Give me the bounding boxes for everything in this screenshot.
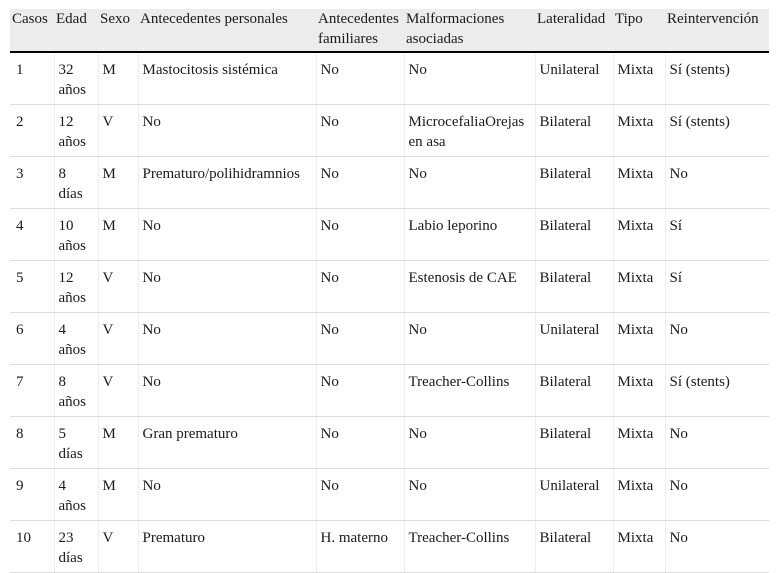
cell-sexo: V (98, 313, 138, 365)
cell-antecedentes-familiares: No (316, 157, 404, 209)
cell-tipo: Mixta (613, 469, 665, 521)
cell-lateralidad: Bilateral (535, 365, 613, 417)
cell-antecedentes-personales: No (138, 365, 316, 417)
cell-reintervencion: No (665, 469, 769, 521)
cell-malformaciones-asociadas: Estenosis de CAE (404, 261, 535, 313)
cell-sexo: V (98, 261, 138, 313)
cell-reintervencion: No (665, 313, 769, 365)
cell-lateralidad: Unilateral (535, 469, 613, 521)
cell-tipo: Mixta (613, 52, 665, 105)
cell-caso: 5 (10, 261, 54, 313)
cell-antecedentes-familiares: No (316, 52, 404, 105)
cell-caso: 9 (10, 469, 54, 521)
cell-caso: 7 (10, 365, 54, 417)
cell-edad: 32 años (54, 52, 98, 105)
table-row (10, 52, 769, 105)
cell-antecedentes-personales: No (138, 469, 316, 521)
cell-edad: 10 años (54, 209, 98, 261)
cell-antecedentes-familiares: No (316, 209, 404, 261)
cell-malformaciones-asociadas: No (404, 157, 535, 209)
cell-antecedentes-familiares: No (316, 261, 404, 313)
table-row (10, 469, 769, 521)
cell-caso: 1 (10, 52, 54, 105)
table-body (10, 52, 769, 573)
cell-antecedentes-familiares: No (316, 417, 404, 469)
cell-sexo: M (98, 469, 138, 521)
cell-antecedentes-personales: Mastocitosis sistémica (138, 52, 316, 105)
cell-lateralidad: Bilateral (535, 261, 613, 313)
cell-reintervencion: Sí (stents) (665, 52, 769, 105)
cell-tipo: Mixta (613, 261, 665, 313)
cell-tipo: Mixta (613, 521, 665, 573)
cell-malformaciones-asociadas: No (404, 313, 535, 365)
cell-reintervencion: No (665, 417, 769, 469)
header-row (10, 9, 769, 52)
cell-edad: 4 años (54, 469, 98, 521)
cell-reintervencion: No (665, 521, 769, 573)
cell-edad: 23 días (54, 521, 98, 573)
clinical-cases-table-container (10, 9, 769, 573)
cell-lateralidad: Bilateral (535, 521, 613, 573)
cell-caso: 10 (10, 521, 54, 573)
cell-sexo: V (98, 365, 138, 417)
cell-lateralidad: Bilateral (535, 157, 613, 209)
table-row (10, 365, 769, 417)
header-sexo: Sexo (98, 9, 138, 52)
header-reintervencion: Reintervención (665, 9, 769, 52)
header-antecedentes-familiares: Antecedentes familiares (316, 9, 404, 52)
cell-antecedentes-personales: No (138, 105, 316, 157)
table-row (10, 105, 769, 157)
cell-reintervencion: Sí (665, 261, 769, 313)
cell-malformaciones-asociadas: No (404, 469, 535, 521)
cell-tipo: Mixta (613, 417, 665, 469)
cell-malformaciones-asociadas: Treacher-Collins (404, 365, 535, 417)
cell-lateralidad: Unilateral (535, 313, 613, 365)
cell-sexo: V (98, 105, 138, 157)
cell-sexo: V (98, 521, 138, 573)
cell-caso: 2 (10, 105, 54, 157)
cell-reintervencion: Sí (stents) (665, 365, 769, 417)
cell-antecedentes-personales: No (138, 313, 316, 365)
cell-antecedentes-familiares: No (316, 105, 404, 157)
cell-tipo: Mixta (613, 209, 665, 261)
cell-lateralidad: Bilateral (535, 417, 613, 469)
cell-reintervencion: Sí (stents) (665, 105, 769, 157)
table-row (10, 417, 769, 469)
cell-lateralidad: Unilateral (535, 52, 613, 105)
cell-malformaciones-asociadas: No (404, 52, 535, 105)
table-header (10, 9, 769, 52)
cell-malformaciones-asociadas: MicrocefaliaOrejas en asa (404, 105, 535, 157)
cell-antecedentes-personales: Prematuro (138, 521, 316, 573)
header-antecedentes-personales: Antecedentes personales (138, 9, 316, 52)
cell-edad: 12 años (54, 105, 98, 157)
header-malformaciones-asociadas: Malformaciones asociadas (404, 9, 535, 52)
cell-antecedentes-familiares: No (316, 365, 404, 417)
cell-reintervencion: Sí (665, 209, 769, 261)
cell-tipo: Mixta (613, 365, 665, 417)
cell-caso: 6 (10, 313, 54, 365)
cell-lateralidad: Bilateral (535, 105, 613, 157)
cell-edad: 5 días (54, 417, 98, 469)
cell-antecedentes-familiares: H. materno (316, 521, 404, 573)
table-row (10, 521, 769, 573)
cell-edad: 8 años (54, 365, 98, 417)
cell-tipo: Mixta (613, 157, 665, 209)
header-casos: Casos (10, 9, 54, 52)
cell-edad: 4 años (54, 313, 98, 365)
cell-sexo: M (98, 209, 138, 261)
cell-malformaciones-asociadas: No (404, 417, 535, 469)
cell-antecedentes-familiares: No (316, 313, 404, 365)
cell-edad: 12 años (54, 261, 98, 313)
cell-antecedentes-personales: No (138, 209, 316, 261)
table-row (10, 261, 769, 313)
header-lateralidad: Lateralidad (535, 9, 613, 52)
cell-caso: 4 (10, 209, 54, 261)
header-tipo: Tipo (613, 9, 665, 52)
cell-tipo: Mixta (613, 313, 665, 365)
header-edad: Edad (54, 9, 98, 52)
table-row (10, 209, 769, 261)
table-row (10, 157, 769, 209)
cell-lateralidad: Bilateral (535, 209, 613, 261)
cell-antecedentes-personales: Gran prematuro (138, 417, 316, 469)
cell-caso: 3 (10, 157, 54, 209)
cell-reintervencion: No (665, 157, 769, 209)
cell-malformaciones-asociadas: Labio leporino (404, 209, 535, 261)
cell-antecedentes-personales: No (138, 261, 316, 313)
table-row (10, 313, 769, 365)
cell-edad: 8 días (54, 157, 98, 209)
cell-antecedentes-familiares: No (316, 469, 404, 521)
cell-caso: 8 (10, 417, 54, 469)
cell-malformaciones-asociadas: Treacher-Collins (404, 521, 535, 573)
cell-sexo: M (98, 157, 138, 209)
cell-antecedentes-personales: Prematuro/polihidramnios (138, 157, 316, 209)
cell-sexo: M (98, 52, 138, 105)
cell-tipo: Mixta (613, 105, 665, 157)
clinical-cases-table (10, 9, 769, 573)
cell-sexo: M (98, 417, 138, 469)
